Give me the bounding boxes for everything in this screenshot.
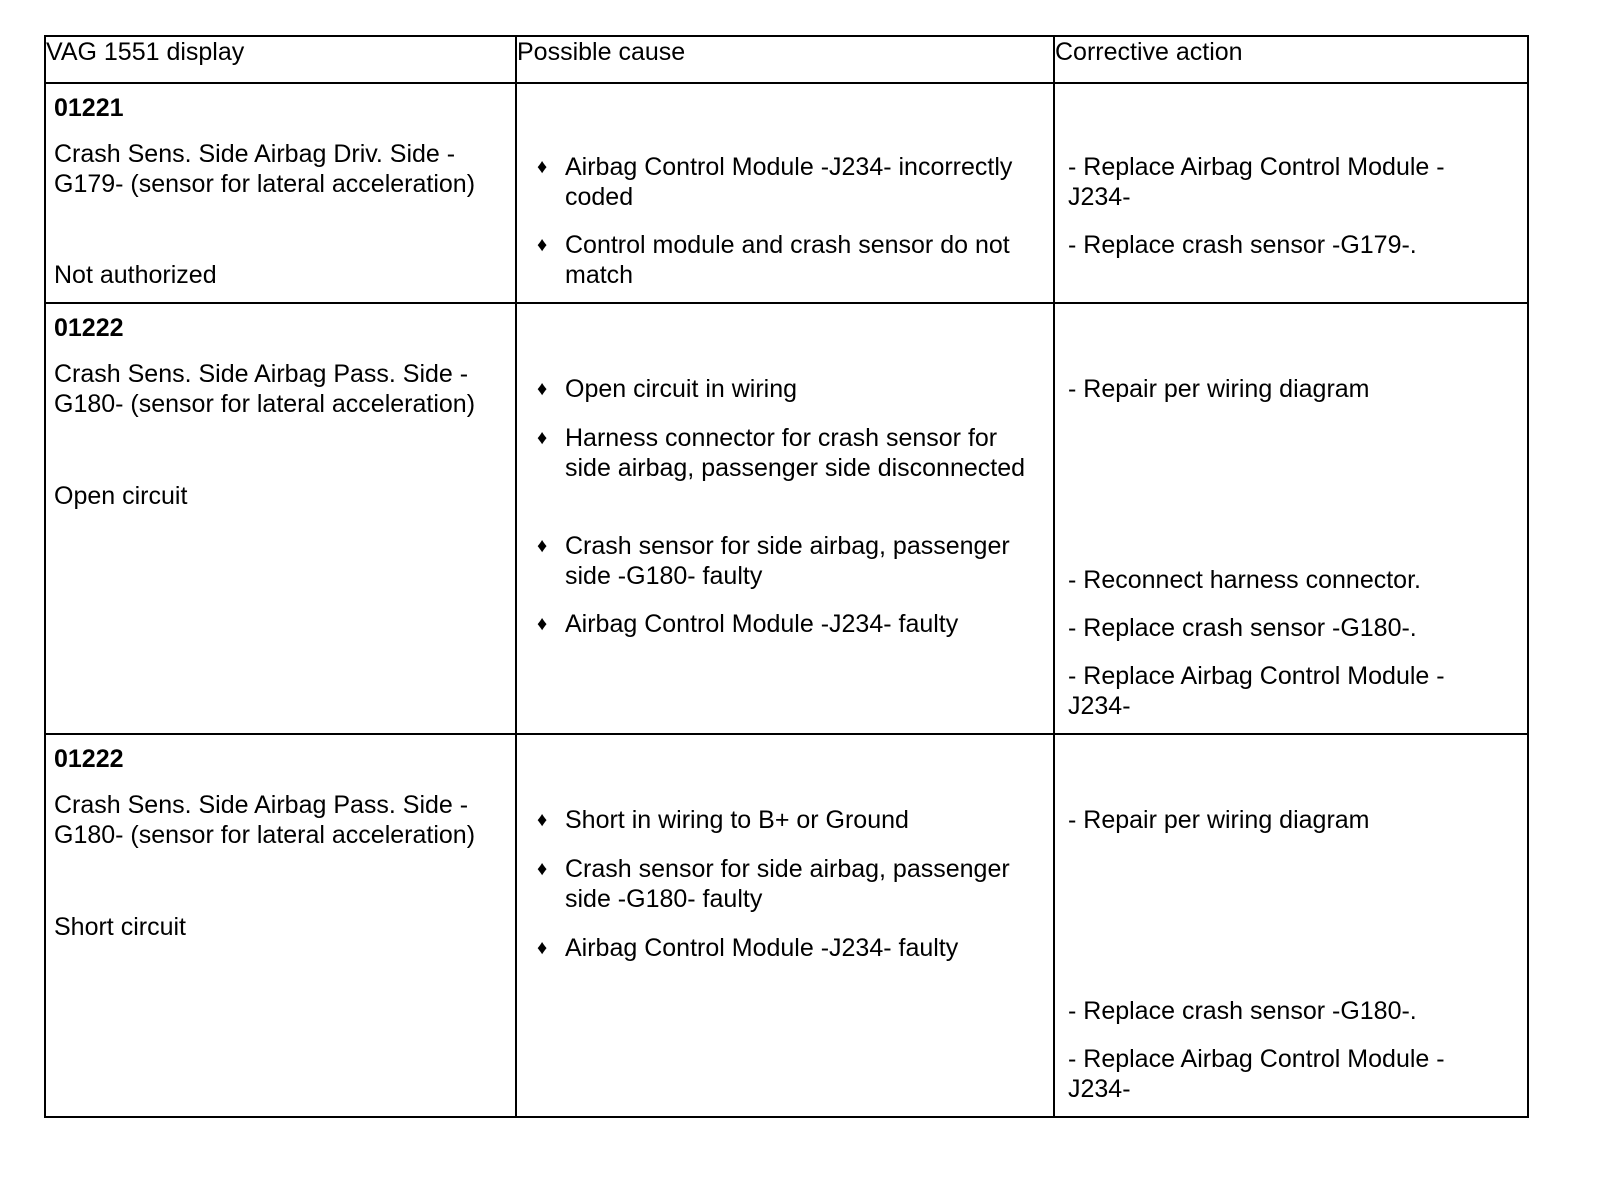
fault-code: 01221 <box>54 94 124 122</box>
action-item: - Replace crash sensor -G179-. <box>1068 231 1417 259</box>
cause-item: ♦ Open circuit in wiring <box>537 375 798 403</box>
cause-item: ♦ Harness connector for crash sensor for side airbag, passenger side disconnected <box>537 424 1026 482</box>
action-item: - Replace Airbag Control Module -J234- <box>1068 662 1445 720</box>
action-item: - Replace crash sensor -G180-. <box>1068 997 1417 1025</box>
fault-status: Open circuit <box>54 482 188 510</box>
cause-item: ♦ Airbag Control Module -J234- faulty <box>537 610 959 638</box>
action-cell <box>1054 734 1528 1117</box>
table-row <box>45 303 1528 734</box>
fault-code: 01222 <box>54 745 124 773</box>
action-item: - Replace crash sensor -G180-. <box>1068 614 1417 642</box>
table-row <box>45 83 1528 303</box>
cause-cell <box>516 303 1054 734</box>
fault-code-table <box>44 35 1529 1118</box>
diamond-bullet-icon: ♦ <box>537 378 548 400</box>
action-item: - Replace Airbag Control Module -J234- <box>1068 153 1445 211</box>
action-item: - Repair per wiring diagram <box>1068 806 1370 834</box>
cause-cell <box>516 83 1054 303</box>
action-cell <box>1054 83 1528 303</box>
diamond-bullet-icon: ♦ <box>537 234 548 256</box>
cause-item: ♦ Crash sensor for side airbag, passenger side -G180- faulty <box>537 855 1010 913</box>
diamond-bullet-icon: ♦ <box>537 535 548 557</box>
diamond-bullet-icon: ♦ <box>537 613 548 635</box>
action-item: - Replace Airbag Control Module -J234- <box>1068 1045 1445 1103</box>
table-header-row <box>45 36 1528 83</box>
display-cell <box>45 83 516 303</box>
cause-cell <box>516 734 1054 1117</box>
fault-code: 01222 <box>54 314 124 342</box>
fault-status: Short circuit <box>54 913 186 941</box>
table-row <box>45 734 1528 1117</box>
header-corrective-action: Corrective action <box>1054 36 1528 83</box>
header-vag-display: VAG 1551 display <box>45 36 516 83</box>
cause-item: ♦ Control module and crash sensor do not match <box>537 231 1010 289</box>
diamond-bullet-icon: ♦ <box>537 937 548 959</box>
display-cell <box>45 734 516 1117</box>
diamond-bullet-icon: ♦ <box>537 809 548 831</box>
fault-description: Crash Sens. Side Airbag Pass. Side -G180- (sensor for lateral acceleration) <box>54 791 476 849</box>
diamond-bullet-icon: ♦ <box>537 858 548 880</box>
fault-description: Crash Sens. Side Airbag Pass. Side -G180- (sensor for lateral acceleration) <box>54 360 476 418</box>
cause-item: ♦ Airbag Control Module -J234- incorrectly coded <box>537 153 1013 211</box>
display-cell <box>45 303 516 734</box>
cause-item: ♦ Airbag Control Module -J234- faulty <box>537 934 959 962</box>
cause-item: ♦ Short in wiring to B+ or Ground <box>537 806 909 834</box>
action-cell <box>1054 303 1528 734</box>
cause-item: ♦ Crash sensor for side airbag, passenger side -G180- faulty <box>537 532 1010 590</box>
diamond-bullet-icon: ♦ <box>537 156 548 178</box>
action-item: - Repair per wiring diagram <box>1068 375 1370 403</box>
fault-status: Not authorized <box>54 261 217 289</box>
header-possible-cause: Possible cause <box>516 36 1054 83</box>
action-item: - Reconnect harness connector. <box>1068 566 1421 594</box>
fault-description: Crash Sens. Side Airbag Driv. Side -G179- (sensor for lateral acceleration) <box>54 140 476 198</box>
diamond-bullet-icon: ♦ <box>537 427 548 449</box>
